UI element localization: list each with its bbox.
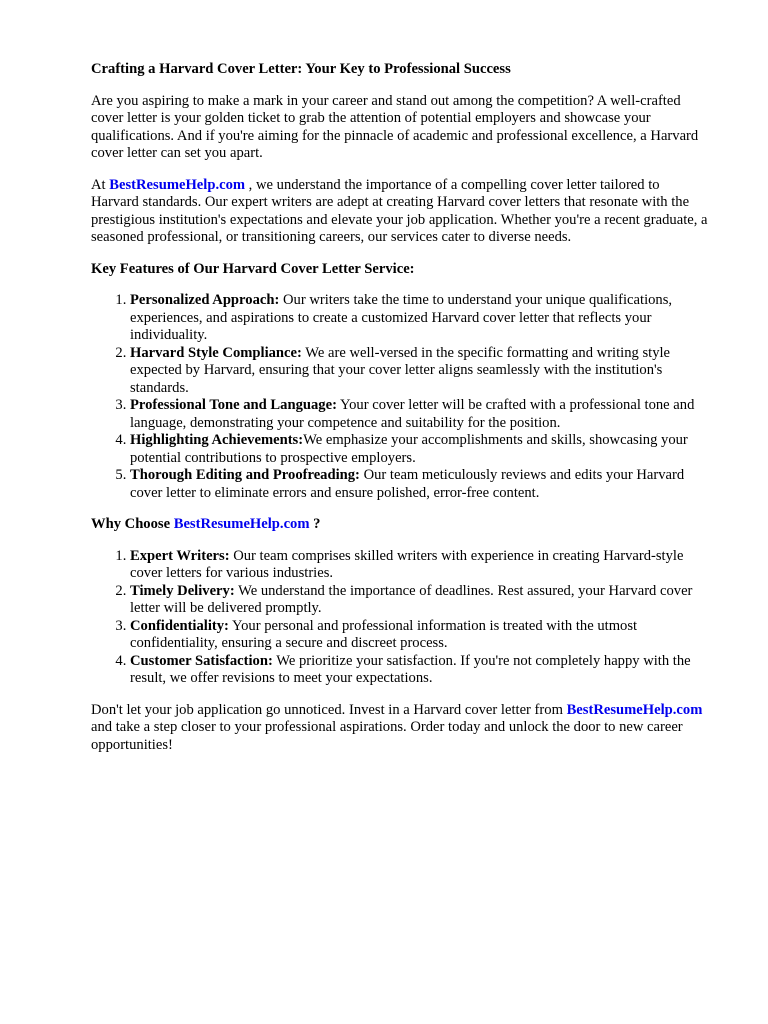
why-label: Confidentiality: — [130, 617, 229, 634]
feature-text: We are well-versed in the specific formatting and writing style expected by Harvard, ensuring that your cover letter aligns seamlessly with the institution's standards. — [130, 344, 671, 396]
why-text: We understand the importance of deadlines. Rest assured, your Harvard cover letter will be delivered promptly. — [130, 582, 693, 616]
list-item — [130, 618, 708, 653]
list-item — [130, 467, 708, 502]
why-suffix: ? — [309, 516, 321, 532]
features-heading: Key Features of Our Harvard Cover Letter Service: — [91, 260, 415, 277]
why-text: We prioritize your satisfaction. If you're not completely happy with the result, we offer revisions to meet your expectations. — [130, 652, 691, 686]
why-text: Our team comprises skilled writers with experience in creating Harvard-style cover letters for various industries. — [130, 547, 684, 581]
bestresumehelp-link[interactable]: BestResumeHelp.com — [173, 516, 310, 532]
feature-text: Your cover letter will be crafted with a professional tone and language, demonstrating your competence and suitability for the position. — [130, 397, 695, 431]
why-prefix: Why Choose — [91, 516, 174, 532]
list-item — [130, 548, 708, 583]
why-text: Your personal and professional information is treated with the utmost confidentiality, ensuring a secure and discreet process. — [130, 617, 638, 651]
about-paragraph — [91, 177, 708, 247]
about-text: , we understand the importance of a compelling cover letter tailored to Harvard standards. Our expert writers are adept at creating Harvard cover letters that resonate with the prestigious institution's expectations and elevate your job application. Whether you're a recent graduate, a seasoned professional, or transitioning careers, our services cater to diverse needs. — [91, 176, 708, 245]
bestresumehelp-link[interactable]: BestResumeHelp.com — [566, 701, 703, 718]
feature-label: Highlighting Achievements: — [130, 432, 304, 448]
about-prefix: At — [91, 176, 110, 193]
feature-text: We emphasize your accomplishments and skills, showcasing your potential contributions to prospective employers. — [130, 432, 688, 466]
feature-label: Professional Tone and Language: — [130, 397, 337, 413]
why-label: Expert Writers: — [130, 547, 230, 564]
list-item — [130, 432, 708, 467]
intro-paragraph: Are you aspiring to make a mark in your career and stand out among the competition? A well-crafted cover letter is your golden ticket to grab the attention of potential employers and showcase your qualifications. And if you're aiming for the pinnacle of academic and professional excellence, a Harvard cover letter can set you apart. — [91, 92, 699, 161]
page-title: Crafting a Harvard Cover Letter: Your Key to Professional Success — [91, 61, 511, 77]
features-list — [91, 292, 708, 502]
why-list — [91, 548, 708, 688]
closing-text-1: Don't let your job application go unnoticed. Invest in a Harvard cover letter from — [91, 701, 567, 718]
closing-text-2: and take a step closer to your professional aspirations. Order today and unlock the door to new career opportunities! — [91, 719, 683, 753]
bestresumehelp-link[interactable]: BestResumeHelp.com — [109, 176, 246, 193]
list-item — [130, 397, 708, 432]
why-label: Customer Satisfaction: — [130, 652, 273, 669]
list-item — [130, 583, 708, 618]
why-label: Timely Delivery: — [130, 582, 235, 599]
list-item — [130, 345, 708, 398]
why-heading — [91, 516, 708, 534]
feature-text: Our writers take the time to understand your unique qualifications, experiences, and aspirations to create a customized Harvard cover letter that reflects your individuality. — [130, 292, 673, 343]
feature-label: Thorough Editing and Proofreading: — [130, 467, 360, 483]
closing-paragraph — [91, 702, 708, 755]
feature-label: Personalized Approach: — [130, 292, 280, 308]
list-item — [130, 653, 708, 688]
list-item — [130, 292, 708, 345]
feature-text: Our team meticulously reviews and edits your Harvard cover letter to eliminate errors and ensure polished, error-free content. — [130, 467, 685, 501]
feature-label: Harvard Style Compliance: — [130, 344, 302, 361]
